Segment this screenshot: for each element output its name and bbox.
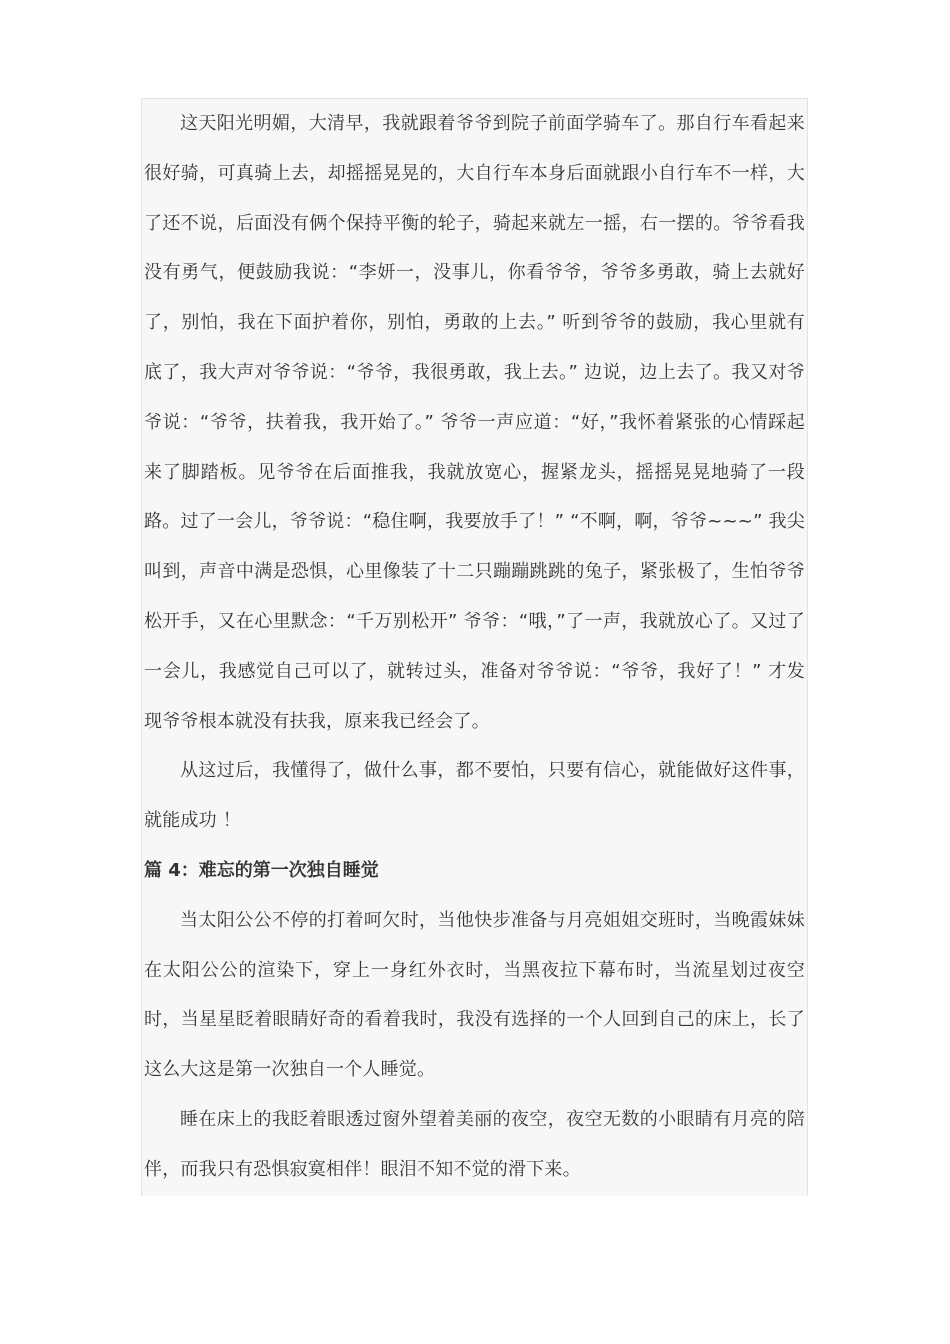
paragraph-sleep-intro: 当太阳公公不停的打着呵欠时，当他快步准备与月亮姐姐交班时，当晚霞妹妹在太阳公公的渲染下，穿上一身红外衣时，当黑夜拉下幕布时，当流星划过夜空时，当星星眨着眼睛好奇的看着我时，我没有选择的一个人回到自己的床上，长了这么大这是第一次独自一个人睡觉。 — [144, 909, 805, 1081]
paragraph-bike-story: 这天阳光明媚，大清早，我就跟着爷爷到院子前面学骑车了。那自行车看起来很好骑，可真骑上去，却摇摇晃晃的，大自行车本身后面就跟小自行车不一样，大了还不说，后面没有俩个保持平衡的轮子，骑起来就左一摇，右一摆的。爷爷看我没有勇气，便鼓励我说：“李妍一，没事儿，你看爷爷，爷爷多勇敢，骑上去就好了，别怕，我在下面护着你，别怕，勇敢的上去。” 听到爷爷的鼓励，我心里就有底了，我大声对爷爷说：“爷爷，我很勇敢，我上去。” 边说，边上去了。我又对爷爷说：“爷爷，扶着我，我开始了。” 爷爷一声应道：“好，”我怀着紧张的心情踩起来了脚踏板。见爷爷在后面推我，我就放宽心，握紧龙头，摇摇晃晃地骑了一段路。过了一会儿，爷爷说：“稳住啊，我要放手了！” “不啊，啊，爷爷~~~” 我尖叫到，声音中满是恐惧，心里像装了十二只蹦蹦跳跳的兔子，紧张极了，生怕爷爷松开手，又在心里默念：“千万别松开” 爷爷：“哦，”了一声，我就放心了。又过了一会儿，我感觉自己可以了，就转过头，准备对爷爷说：“爷爷，我好了！” 才发现爷爷根本就没有扶我，原来我已经会了。 — [144, 113, 805, 732]
section-heading: 篇 4：难忘的第一次独自睡觉 — [144, 859, 379, 881]
document-body — [141, 98, 808, 1196]
paragraph-bike-conclusion: 从这过后，我懂得了，做什么事，都不要怕，只要有信心，就能做好这件事，就能成功 ！ — [144, 760, 805, 832]
paragraph-sleep-night: 睡在床上的我眨着眼透过窗外望着美丽的夜空，夜空无数的小眼睛有月亮的陪伴，而我只有恐惧寂寞相伴！眼泪不知不觉的滑下来。 — [144, 1108, 805, 1180]
